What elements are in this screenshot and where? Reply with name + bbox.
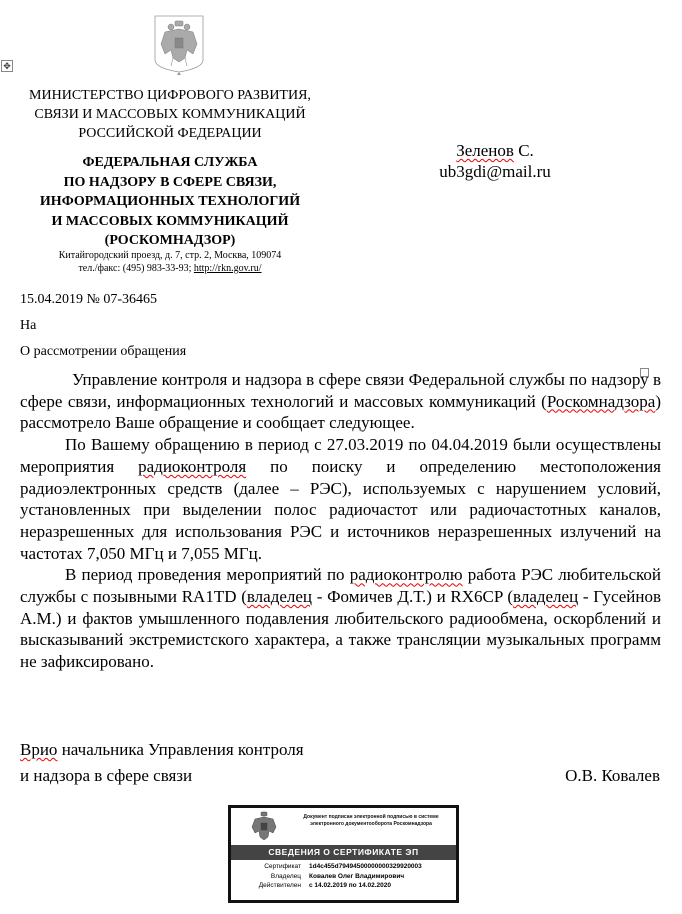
phone: тел./факс: (495) 983-33-93; (78, 263, 194, 274)
text-misspelled: владелец (246, 587, 313, 607)
ministry-name (20, 86, 320, 143)
text-misspelled: Роскомнадзора (546, 391, 656, 411)
recipient-block (400, 140, 590, 182)
coat-of-arms-emblem (151, 14, 207, 76)
service-line: ФЕДЕРАЛЬНАЯ СЛУЖБА (82, 155, 258, 170)
paragraph-3 (20, 564, 661, 673)
row-value: 1d4c455d79494500000000329920003 (309, 863, 422, 870)
paragraph-1 (20, 369, 661, 434)
certificate-note: Документ подписан электронной подписью в системе электронного документооборота Роскомнадзора (303, 814, 439, 827)
website-link[interactable]: http://rkn.gov.ru/ (193, 263, 262, 274)
certificate-heading: СВЕДЕНИЯ О СЕРТИФИКАТЕ ЭП (231, 845, 456, 860)
date-number: 15.04.2019 № 07-36465 (20, 292, 158, 307)
signer-title-text: начальника Управления контроля (57, 740, 304, 759)
signer-name: О.В. Ковалев (565, 766, 660, 785)
letter-body (20, 369, 661, 673)
letter-meta (20, 287, 186, 365)
text: - Гусейнов А.М.) и фактов умышленного подавления любительского радиообмена, оскорблений и высказываний экстремистского характера, а также трансляции музыкальных программ не зафиксировано. (20, 587, 661, 672)
paragraph-2 (20, 434, 661, 564)
service-name (20, 153, 320, 251)
text: - Фомичев Д.Т.) и RX6CP ( (312, 587, 514, 607)
signer-title-abbrev: Врио (20, 740, 58, 759)
reference-label: На (20, 318, 37, 333)
ministry-line: СВЯЗИ И МАССОВЫХ КОММУНИКАЦИЙ (34, 107, 306, 122)
row-value: Ковалев Олег Владимирович (309, 872, 405, 880)
recipient-surname: Зеленов (456, 141, 514, 160)
recipient-email: ub3gdi@mail.ru (439, 162, 551, 181)
signer-title-line2: и надзора в сфере связи (20, 766, 193, 785)
service-line: И МАССОВЫХ КОММУНИКАЦИЙ (51, 213, 289, 229)
russian-coat-of-arms-icon (151, 14, 207, 76)
service-line: (РОСКОМНАДЗОР) (104, 233, 236, 248)
phone-website (20, 262, 320, 275)
certificate-header (231, 808, 456, 845)
signature-block (20, 737, 660, 789)
text-misspelled: владелец (513, 587, 579, 607)
row-value: с 14.02.2019 по 14.02.2020 (309, 882, 391, 889)
certificate-row (231, 862, 456, 872)
text: В период проведения мероприятий по (65, 565, 350, 585)
coat-of-arms-icon (249, 811, 279, 843)
e-signature-certificate-stamp (228, 805, 459, 903)
subject: О рассмотрении обращения (20, 344, 187, 359)
text: Управление контроля и надзора в сфере связи Федеральной службы по надзору в сфере связи, информационных технологий и массовых коммуникаций ( (20, 370, 661, 411)
row-label: Сертификат (264, 863, 301, 870)
certificate-row (231, 872, 456, 882)
text-misspelled: радиоконтроля (138, 456, 247, 476)
text: по поиску и определению местоположения радиоэлектронных средств (далее – РЭС), используемых с нарушением условий, установленных при выделении полос радиочастот или радиочастотных каналов, неразрешенных для использования РЭС и источников неразрешенных излучений на частотах 7,050 МГц и 7,055 МГц. (20, 456, 661, 563)
service-line: ИНФОРМАЦИОННЫХ ТЕХНОЛОГИЙ (39, 194, 301, 209)
row-label: Владелец (270, 872, 301, 880)
contact-info (20, 249, 320, 275)
recipient-initial: С. (513, 141, 534, 160)
service-line: ПО НАДЗОРУ В СФЕРЕ СВЯЗИ, (63, 174, 277, 190)
text: ) рассмотрело Ваше обращение и сообщает следующее. (20, 391, 661, 433)
ministry-line: МИНИСТЕРСТВО ЦИФРОВОГО РАЗВИТИЯ, (29, 88, 311, 103)
certificate-details (231, 860, 456, 891)
address: Китайгородский проезд, д. 7, стр. 2, Москва, 109074 (58, 250, 282, 261)
recipient-name (400, 140, 590, 161)
ministry-line: РОССИЙСКОЙ ФЕДЕРАЦИИ (78, 126, 262, 141)
text: По Вашему обращению в период с 27.03.2019 по 04.04.2019 были осуществлены мероприятия (20, 435, 661, 476)
table-move-handle-icon[interactable]: ✥ (1, 60, 13, 72)
certificate-row (231, 881, 456, 891)
row-label: Действителен (258, 882, 301, 889)
signer-title-line1 (20, 737, 660, 763)
text-misspelled: радиоконтролю (349, 565, 463, 585)
text: работа РЭС любительской службы с позывными RA1TD ( (20, 565, 661, 607)
